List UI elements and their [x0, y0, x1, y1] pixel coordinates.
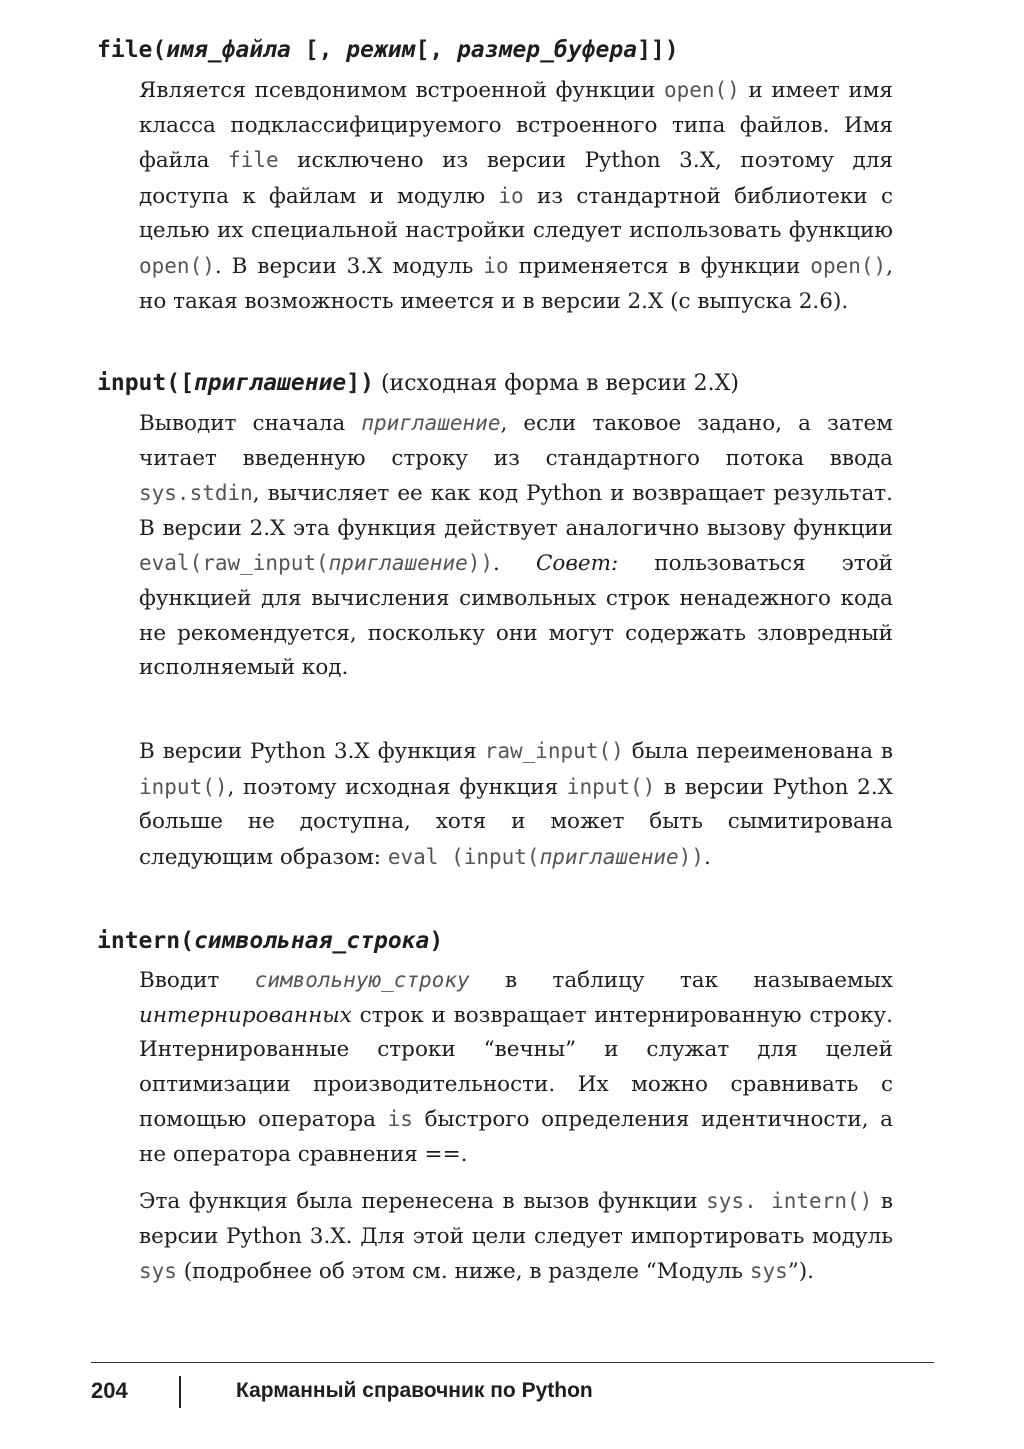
code-param: приглашение	[539, 844, 679, 869]
intern-note	[139, 1184, 893, 1290]
text: в таблицу так называемых	[469, 968, 893, 993]
param-filename: имя_файла	[166, 37, 291, 63]
inline-code: sys	[749, 1259, 788, 1284]
text: , если таковое задано, а затем читает введенную строку из стандартного потока ввода	[139, 411, 893, 471]
param-prompt: приглашение	[193, 370, 347, 396]
bracket: [,	[415, 37, 458, 63]
running-title: Карманный справочник по Python	[236, 1379, 593, 1402]
inline-code: file	[228, 148, 279, 173]
text: в версии Python 2.X больше не доступна, хотя и может быть сымитирована следующим образом:	[139, 774, 893, 870]
text: .	[493, 551, 536, 577]
inline-code: raw_input()	[484, 739, 624, 763]
inline-code: sys. intern()	[706, 1189, 873, 1213]
code-param: приглашение	[328, 551, 468, 576]
inline-code: input()	[566, 774, 656, 799]
inline-code	[388, 845, 704, 869]
text: , но такая возможность имеется и в версии 2.X (с выпуска 2.6).	[139, 253, 893, 314]
input-description	[139, 406, 893, 686]
footer-rule	[91, 1362, 934, 1363]
paren: ]])	[637, 37, 679, 63]
paren: )	[429, 928, 444, 954]
inline-code: open()	[810, 253, 887, 278]
code-part: eval (input(	[387, 844, 540, 869]
function-name: input	[97, 370, 167, 396]
text: применяется в функции	[508, 253, 811, 279]
inline-code: io	[498, 183, 524, 208]
function-name: intern	[97, 928, 181, 954]
text: Эта функция была перенесена в вызов функции	[139, 1189, 707, 1214]
code-part: ))	[467, 551, 494, 576]
bracket: ([	[166, 370, 194, 396]
text: пользоваться этой функцией для вычисления символьных строк ненадежного кода не рекомендуется, поскольку они могут содержать зловредный исполняемый код.	[139, 551, 894, 681]
entry-heading-file	[97, 34, 897, 66]
text: и имеет имя класса подклассифицируемого встроенного типа файлов. Имя файла	[139, 78, 893, 174]
bracket: ])	[346, 370, 374, 396]
text: Вводит	[139, 968, 255, 993]
inline-code: sys	[139, 1259, 177, 1284]
text: (подробнее об этом см. ниже, в разделе “Модуль	[176, 1259, 750, 1285]
text: . В версии 3.X модуль	[214, 253, 484, 279]
inline-code: input()	[139, 774, 228, 799]
text: Выводит сначала	[139, 411, 362, 436]
text: из стандартной библиотеки с целью их специальной настройки следует использовать функцию	[139, 183, 893, 244]
text: исключено из версии Python 3.X, поэтому для доступа к файлам и модулю	[139, 148, 893, 209]
param-buffer-size: размер_буфера	[457, 37, 638, 63]
footer-separator	[179, 1376, 181, 1408]
inline-code: sys.stdin	[139, 481, 253, 506]
inline-code: is	[387, 1107, 413, 1132]
emphasis: интернированных	[139, 1002, 352, 1028]
code-part: ))	[678, 844, 704, 869]
inline-code: io	[483, 253, 509, 278]
text: .	[703, 844, 711, 870]
function-name: file	[97, 37, 153, 63]
code-part: eval(raw_input(	[139, 551, 329, 576]
entry-heading-intern	[97, 925, 897, 957]
inline-code: open()	[663, 78, 740, 102]
bracket: [,	[290, 37, 347, 63]
text: ”).	[787, 1259, 814, 1285]
text: В версии Python 3.X функция	[139, 739, 485, 764]
inline-code-param: символьную_строку	[254, 968, 470, 992]
text: , вычисляет ее как код Python и возвращает результат. В версии 2.X эта функция действует аналогично вызову функции	[139, 481, 893, 541]
page-number: 204	[91, 1378, 128, 1403]
text: Является псевдонимом встроенной функции	[139, 78, 664, 103]
text: была переименована в	[623, 739, 893, 764]
file-description	[139, 73, 893, 319]
tip-label: Совет:	[535, 551, 619, 577]
entry-heading-input	[97, 367, 897, 400]
param-mode: режим	[346, 37, 416, 63]
intern-description	[139, 963, 893, 1173]
version-note: (исходная форма в версии 2.X)	[373, 371, 739, 396]
param-string: символьная_строка	[193, 928, 430, 954]
inline-code: open()	[139, 253, 215, 278]
inline-code	[139, 551, 493, 575]
inline-code-param: приглашение	[361, 411, 501, 435]
text: в версии Python 3.X. Для этой цели следует импортировать модуль	[139, 1189, 893, 1249]
text: , поэтому исходная функция	[227, 774, 567, 800]
text: строк и возвращает интернированную строку. Интернированные строки “вечны” и служат для целей оптимизации производительности. Их можно сравнивать с помощью оператора	[139, 1002, 893, 1133]
paren: (	[180, 928, 194, 954]
paren: (	[152, 37, 167, 63]
input-note	[139, 734, 893, 875]
text: быстрого определения идентичности, а не оператора сравнения ==.	[139, 1107, 893, 1167]
